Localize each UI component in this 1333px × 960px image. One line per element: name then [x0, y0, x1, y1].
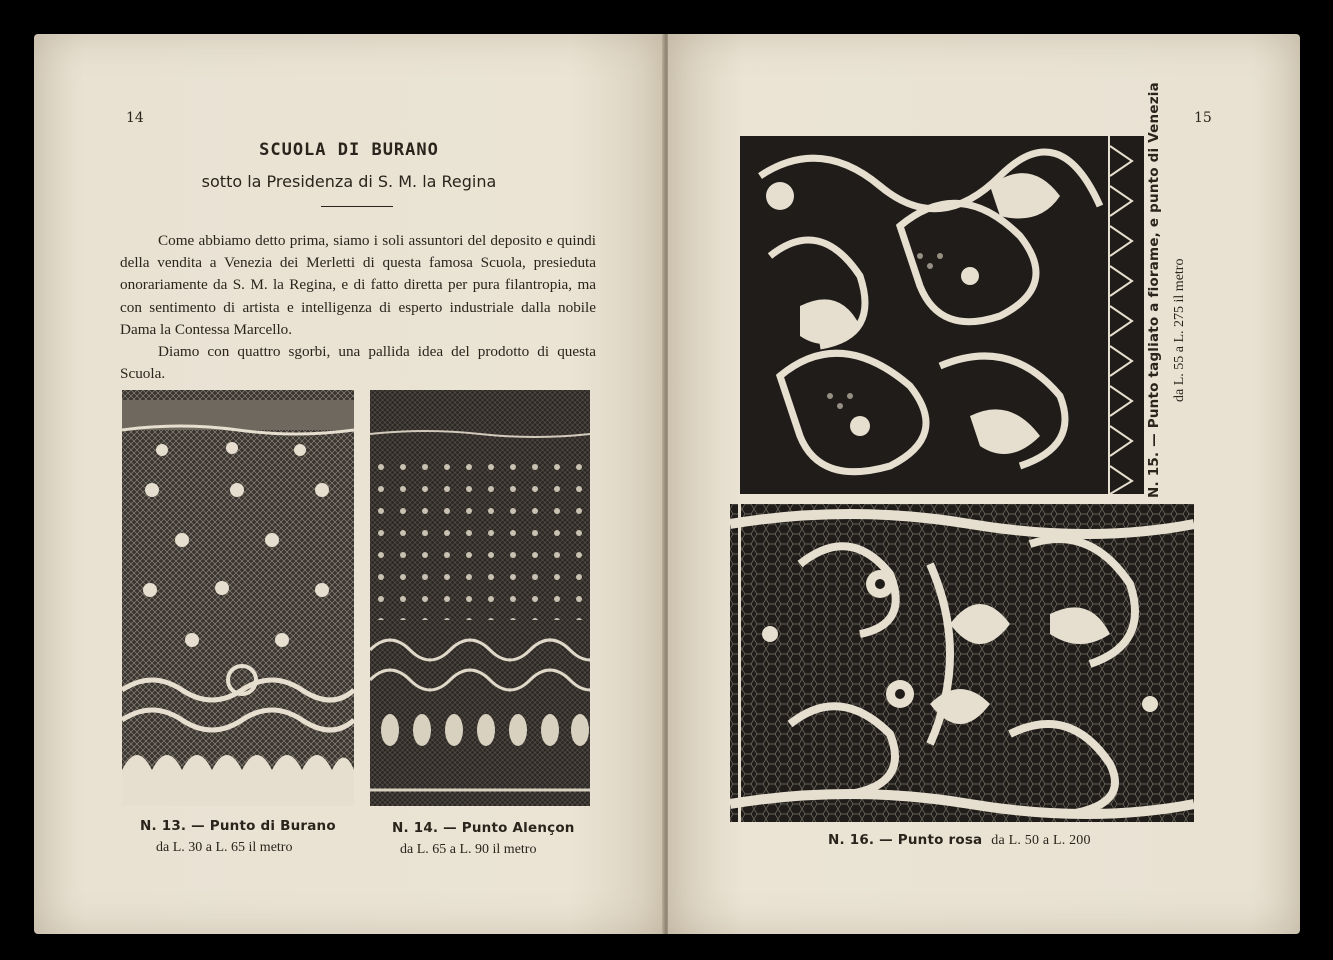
left-page: [34, 34, 664, 934]
lace-image-burano: [122, 390, 354, 806]
lace-image-punto-rosa: [730, 504, 1194, 822]
lace-image-fig-15: [740, 136, 1144, 494]
section-title: SCUOLA DI BURANO: [259, 140, 439, 160]
paragraph-2: Diamo con quattro sgorbi, una pallida idea del prodotto di questa Scuola.: [120, 343, 596, 383]
page-number-right: 15: [1194, 110, 1212, 126]
price-fig-14: da L. 65 a L. 90 il metro: [400, 842, 537, 857]
page-number-left: 14: [126, 110, 144, 126]
right-page: [668, 34, 1300, 934]
title-rule: [321, 206, 393, 207]
caption-fig-14: N. 14. — Punto Alençon: [392, 820, 575, 836]
caption-fig-13: N. 13. — Punto di Burano: [140, 818, 336, 834]
price-fig-16: da L. 50 a L. 200: [991, 833, 1091, 848]
caption-fig-16-title: N. 16. — Punto rosa: [828, 832, 983, 848]
price-fig-15: da L. 55 a L. 275 il metro: [1172, 258, 1187, 402]
caption-fig-15: N. 15. — Punto tagliato a fiorame, e punto di Venezia: [1146, 82, 1162, 498]
paragraph-1: Come abbiamo detto prima, siamo i soli assuntori del deposito e quindi della vendita a Venezia dei Merletti di questa famosa Scuola, presieduta onorariamente da S. M. la Regina, e di fatto diretta per pura filantropia, ma con sentimento di artista e intelligenza di esperto industriale dalla nobile Dama la Contessa Marcello.: [120, 232, 596, 338]
body-text: [120, 230, 596, 385]
caption-fig-16: [828, 832, 1091, 849]
price-fig-13: da L. 30 a L. 65 il metro: [156, 840, 293, 855]
lace-image-alencon: [370, 390, 590, 806]
section-subtitle: sotto la Presidenza di S. M. la Regina: [201, 172, 497, 191]
